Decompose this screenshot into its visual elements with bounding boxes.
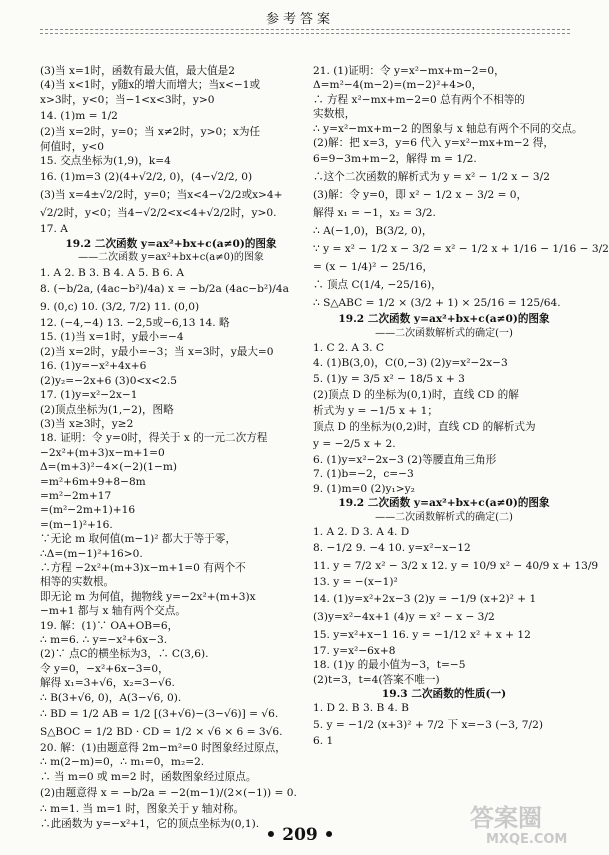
answer-line: (2)t=3，t=4(答案不唯一) [313,673,440,686]
answer-line: (2)顶点坐标为(1,−2)，图略 [40,403,174,416]
header-rule-1 [40,29,570,30]
answer-line: 17. (1)y=x²−2x−1 [40,389,138,402]
answer-line: 4. (1)B(3,0)，C(0,−3) (2)y=x²−2x−3 [313,356,508,369]
answer-line: 实数根， [313,108,356,121]
answer-line: 15. (1)当 x=1时，y最小=−4 [40,331,184,344]
answer-line: 19. 解：(1)∵ OA+OB=6， [40,619,179,632]
answer-line: ∴ A(−1,0)，B(3/2, 0)， [313,225,433,238]
answer-line: ∴ m(2−m)=0，∴ m₁=0，m₂=2. [40,756,205,769]
answer-line: ∵无论 m 取何值(m−1)² 都大于等于零， [40,533,237,546]
answer-line: y = −2/5 x + 2. [313,437,396,450]
answer-line: 6. (1)y=x²−2x−3 (2)等腰直角三角形 [313,453,497,466]
answer-line: ∴ m=1. 当 m=1 时，图象关于 y 轴对称。 [40,803,245,816]
answer-line: 解得 x₁ = −1，x₂ = 3/2. [313,207,436,220]
answer-line: S△BOC = 1/2 BD · CD = 1/2 × √6 × 6 = 3√6. [40,726,283,739]
section-title: 19.2 二次函数 y=ax²+bx+c(a≠0)的图象 [338,497,550,510]
answer-line: ∴ m=6. ∴ y=−x²+6x−3. [40,634,168,646]
answer-line: 16. (1)y=−x²+4x+6 [40,360,147,373]
answer-line: 17. A [40,223,68,236]
answer-line: ∵ y = x² − 1/2 x − 3/2 = x² − 1/2 x + 1/16 − 1/16 − 3/2 [313,243,609,256]
answer-line: 即无论 m 为何值，抛物线 y=−2x²+(m+3)x [40,590,256,603]
section-subtitle: ——二次函数解析式的确定(一) [375,327,513,339]
left-column [40,64,302,831]
answer-line: 何值时，y<0 [40,140,104,153]
answer-line: ∴方程 −2x²+(m+3)x−m+1=0 有两个不 [40,561,246,574]
answer-line: 6. 1 [313,734,334,747]
answer-line: (2)当 x=2时，y=0；当 x≠2时，y>0；x为任 [40,126,261,139]
answer-line: =(m²−2m+1)+16 [40,504,136,517]
answer-line: 14. (1)y=x²+2x−3 (2)y = −1/9 (x+2)² + 1 [313,592,537,605]
answer-line: Δ=m²−4(m−2)=(m−2)²+4>0， [313,79,483,92]
answer-line: (3)解：令 y=0，即 x² − 1/2 x − 3/2 = 0， [313,189,528,202]
section-subtitle: ——二次函数 y=ax²+bx+c(a≠0)的图象 [78,252,264,264]
answer-line: (2)顶点 D 的坐标为(0,1)时，直线 CD 的解 [313,389,519,402]
answer-line: (4)当 x<1时，y随x的增大而增大；当x<−1或 [40,79,261,92]
page-header: 参考答案 [265,12,334,27]
answer-line: 8. −1/2 9. −4 10. y=x²−x−12 [313,542,471,555]
answer-line: 解得 x₁=3+√6，x₂=3−√6. [40,677,175,690]
answer-line: ∴ 方程 x²−mx+m−2=0 总有两个不相等的 [313,93,525,106]
answer-line: 20. 解：(1)由题意得 2m−m²=0 时图象经过原点， [40,742,286,755]
answer-line: ∴Δ=(m−1)²+16>0. [40,547,143,560]
right-column [313,64,609,748]
answer-line: 1. A 2. B 3. B 4. A 5. B 6. A [40,266,184,279]
answer-line: 5. (1)y = 3/5 x² − 18/5 x + 3 [313,373,465,386]
answer-line: (2)由题意得 x = −b/2a = −2(m−1)/(2×(−1)) = 0. [40,787,297,800]
answer-line: ∴ 顶点 C(1/4, −25/16)， [313,279,442,292]
answer-line: 令 y=0，−x²+6x−3=0， [40,662,169,675]
answer-line: 11. y = 7/2 x² − 3/2 x 12. y = 10/9 x² − 40/9 x + 13/9 [313,560,599,573]
answer-line: Δ=(m+3)²−4×(−2)(1−m) [40,461,178,474]
section-title: 19.3 二次函数的性质(一) [381,687,507,700]
section-subtitle: ——二次函数解析式的确定(二) [375,511,513,523]
answer-line: 9. (1)m=0 (2)y₁>y₂ [313,482,415,495]
answer-line: −m+1 都与 x 轴有两个交点。 [40,605,186,618]
answer-line: 6=9−3m+m−2，解得 m = 1/2. [313,153,477,166]
answer-line: (3)y=x²−4x+1 (4)y = x² − x − 3/2 [313,610,495,623]
answer-line: 18. 证明：令 y=0时，得关于 x 的一元二次方程 [40,432,268,445]
answer-line: =m²−2m+17 [40,489,112,502]
answer-line: 相等的实数根。 [40,576,115,589]
watermark-text: 答案圈 [470,804,542,832]
answer-line: 16. (1)m=3 (2)(4+√2/2, 0)，(4−√2/2, 0) [40,171,253,184]
answer-line: ∴这个二次函数的解析式为 y = x² − 1/2 x − 3/2 [313,171,550,184]
section-title: 19.2 二次函数 y=ax²+bx+c(a≠0)的图象 [338,313,550,326]
answer-line: (3)当 x=4±√2/2时，y=0；当x<4−√2/2或x>4+ [40,189,283,202]
answer-line: 15. 交点坐标为(1,9)，k=4 [40,155,171,168]
page-number: • 209 • [265,825,335,845]
answer-line: ∴ B(3+√6, 0)，A(3−√6, 0). [40,691,182,704]
answer-line: (2)解：把 x=3，y=6 代入 y=x²−mx+m−2 得， [313,137,554,150]
answer-line: 18. (1)y 的最小值为−3，t=−5 [313,659,466,672]
answer-line: ∴ BD = 1/2 AB = 1/2 [(3+√6)−(3−√6)] = √6. [40,708,279,721]
answer-line: = (x − 1/4)² − 25/16， [313,261,434,274]
answer-line: 7. (1)b=−2，c=−3 [313,468,414,481]
answer-line: x>3时，y<0；当−1<x<3时，y>0 [40,93,215,106]
answer-line: 17. y=x²−6x+8 [313,644,396,657]
answer-line: 5. y = −1/2 (x+3)² + 7/2 下 x=−3 (−3, 7/2) [313,718,543,731]
answer-line: 析式为 y = −1/5 x + 1； [313,405,438,418]
section-title: 19.2 二次函数 y=ax²+bx+c(a≠0)的图象 [65,237,277,250]
watermark-site: MXQE.COM [486,832,568,847]
answer-line: ∴ S△ABC = 1/2 × (3/2 + 1) × 25/16 = 125/64. [313,297,561,310]
answer-line: 顶点 D 的坐标为(0,2)时，直线 CD 的解析式为 [313,421,536,434]
answer-line: 1. C 2. A 3. C [313,342,385,355]
answer-line: 21. (1)证明：令 y=x²−mx+m−2=0， [313,65,505,77]
header-rule-2 [40,33,570,34]
answer-line: √2/2时，y<0；当4−√2/2<x<4+√2/2时，y>0. [40,207,277,220]
answer-line: 15. y=x²+x−1 16. y = −1/12 x² + x + 12 [313,628,531,641]
answer-line: (3)当 x=1时，函数有最大值，最大值是2 [40,65,236,77]
answer-line: 1. A 2. D 3. A 4. D [313,525,410,538]
answer-line: =(m−1)²+16. [40,518,113,531]
answer-line: (2)当 x=2时，y最小=−3；当 x=3时，y最大=0 [40,345,274,358]
answer-line: =m²+6m+9+8−8m [40,475,146,488]
answer-line: (3)当 x≥3时，y≥2 [40,417,134,430]
answer-line: 9. (0,c) 10. (3/2, 7/2) 11. (0,0) [40,301,200,314]
answer-line: −2x²+(m+3)x−m+1=0 [40,446,165,459]
answer-line: 8. (−b/2a, (4ac−b²)/4a) x = −b/2a (4ac−b²)/4a [40,283,289,296]
answer-line: 12. (−4,−4) 13. −2,5或−6,13 14. 略 [40,317,230,330]
answer-line: ∴ 当 m=0 或 m=2 时，函数图象经过原点。 [40,770,257,783]
answer-line: 13. y = −(x−1)² [313,576,398,589]
answer-line: (2)∵ 点C的横坐标为3，∴ C(3,6). [40,648,209,661]
answer-line: ∴ y=x²−mx+m−2 的图象与 x 轴总有两个不同的交点。 [313,122,583,135]
answer-line: 1. D 2. B 3. B 4. B [313,702,409,715]
answer-line: (2)y₂=−2x+6 (3)0<x<2.5 [40,374,178,387]
answer-line: 14. (1)m = 1/2 [40,110,118,123]
answer-line: ∴此函数为 y=−x²+1，它的顶点坐标为(0,1). [40,817,260,830]
